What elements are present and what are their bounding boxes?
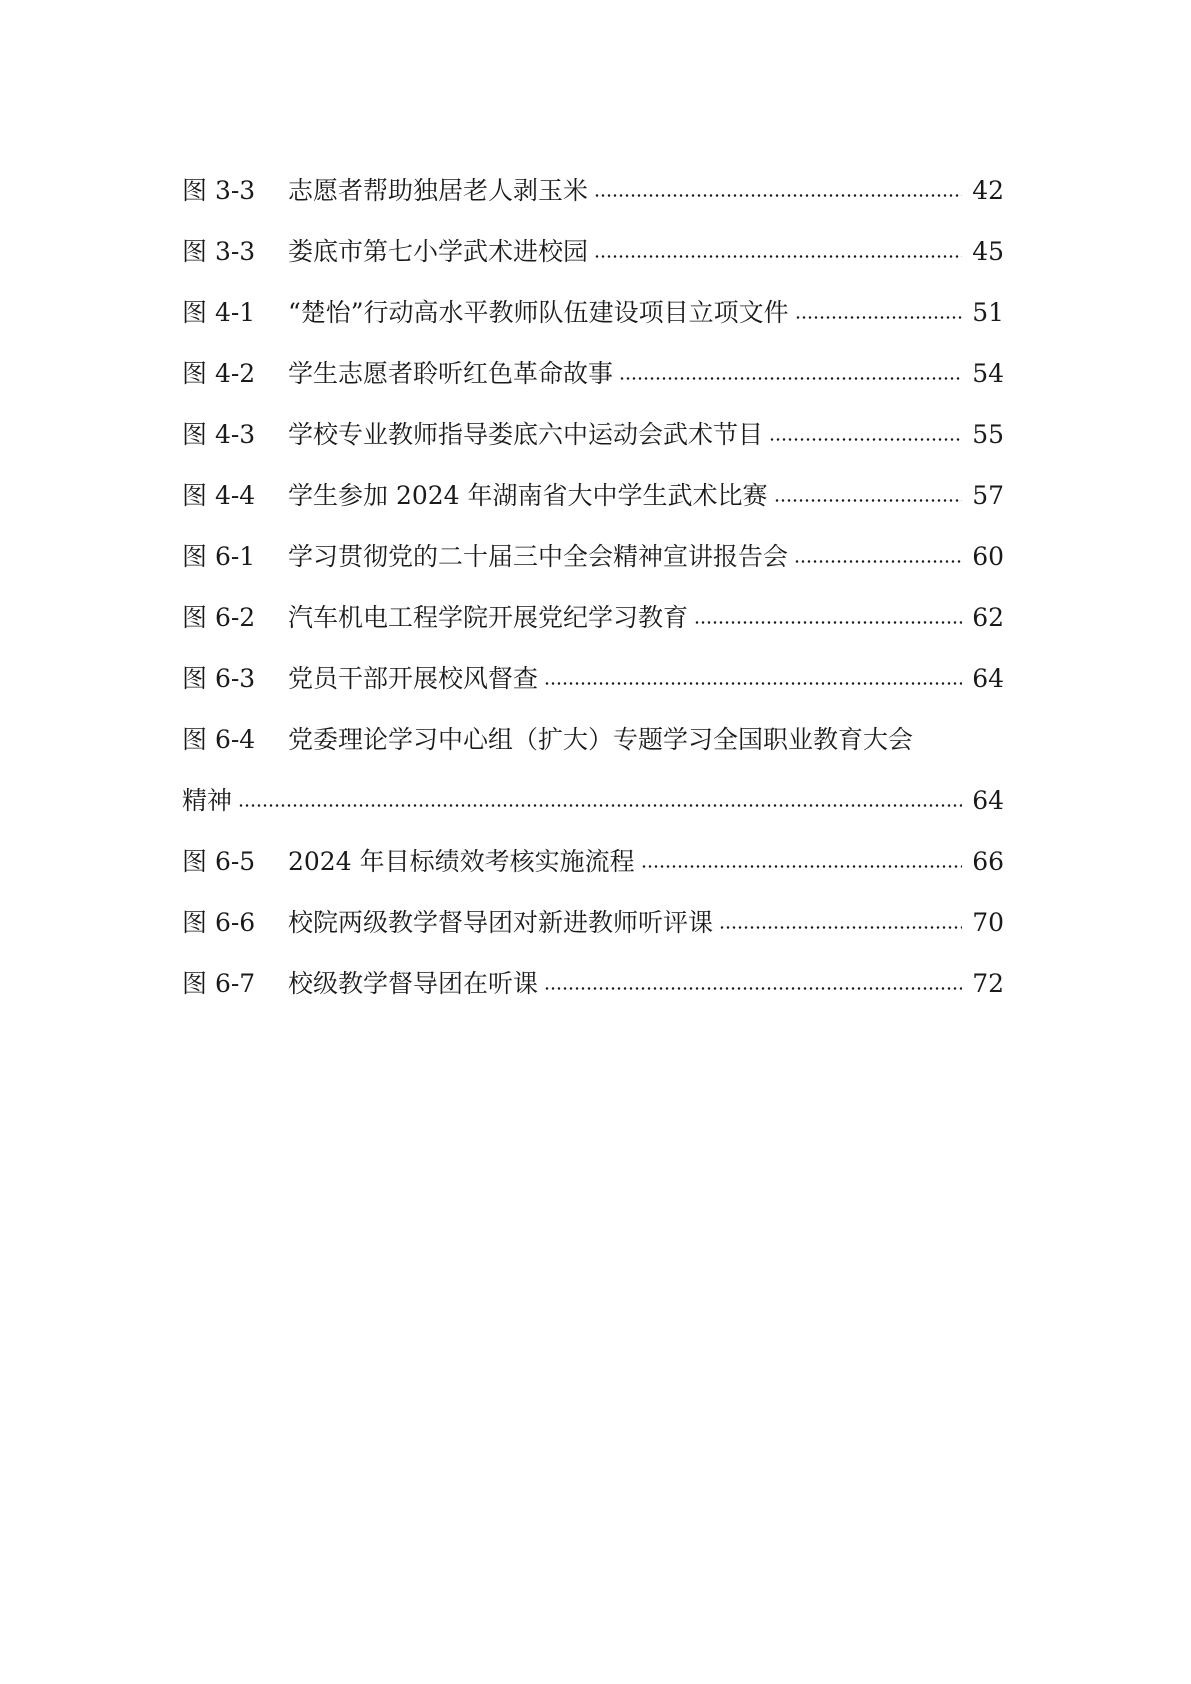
- entry-title: “楚怡”行动高水平教师队伍建设项目立项文件: [288, 298, 789, 327]
- entry-title: 娄底市第七小学武术进校园: [288, 237, 589, 266]
- toc-entry[interactable]: [182, 221, 1004, 282]
- dot-leader: [544, 682, 962, 685]
- dot-leader: [594, 255, 962, 258]
- entry-title: 学生参加 2024 年湖南省大中学生武术比赛: [288, 481, 768, 510]
- entry-title: 学生志愿者聆听红色革命故事: [288, 359, 614, 388]
- entry-title: 志愿者帮助独居老人剥玉米: [288, 176, 589, 205]
- toc-entry-wrapped[interactable]: [182, 709, 1004, 770]
- toc-entry[interactable]: [182, 953, 1004, 1014]
- figure-number: 图 6-7: [182, 969, 256, 998]
- page-number: 55: [972, 420, 1004, 449]
- dot-leader: [594, 194, 962, 197]
- page-number: 72: [972, 969, 1004, 998]
- page-number: 45: [972, 237, 1004, 266]
- page-number: 51: [972, 298, 1004, 327]
- figure-number: 图 4-1: [182, 298, 256, 327]
- dot-leader: [794, 560, 962, 563]
- dot-leader: [694, 621, 962, 624]
- dot-leader: [641, 865, 962, 868]
- toc-entry[interactable]: [182, 587, 1004, 648]
- entry-title: 党员干部开展校风督查: [288, 664, 539, 693]
- page-number: 54: [972, 359, 1004, 388]
- toc-entry-continuation[interactable]: [182, 770, 1004, 831]
- dot-leader: [795, 316, 962, 319]
- page-number: 70: [972, 908, 1004, 937]
- entry-title: 2024 年目标绩效考核实施流程: [288, 847, 635, 876]
- page-number: 66: [972, 847, 1004, 876]
- dot-leader: [238, 804, 962, 807]
- toc-entry[interactable]: [182, 160, 1004, 221]
- toc-entry[interactable]: [182, 892, 1004, 953]
- toc-entry[interactable]: [182, 343, 1004, 404]
- entry-title: 校院两级教学督导团对新进教师听评课: [288, 908, 714, 937]
- figure-number: 图 3-3: [182, 237, 256, 266]
- page-number: 57: [972, 481, 1004, 510]
- dot-leader: [619, 377, 962, 380]
- entry-title: 校级教学督导团在听课: [288, 969, 539, 998]
- page-number: 64: [972, 786, 1004, 815]
- page-number: 60: [972, 542, 1004, 571]
- dot-leader: [769, 438, 962, 441]
- toc-entry[interactable]: [182, 404, 1004, 465]
- figure-number: 图 6-6: [182, 908, 256, 937]
- figure-number: 图 6-2: [182, 603, 256, 632]
- toc-entry[interactable]: [182, 526, 1004, 587]
- page-number: 62: [972, 603, 1004, 632]
- figure-number: 图 4-2: [182, 359, 256, 388]
- figure-number: 图 6-4: [182, 725, 256, 754]
- entry-title-line2: 精神: [182, 786, 233, 815]
- dot-leader: [774, 499, 962, 502]
- dot-leader: [544, 987, 962, 990]
- figure-number: 图 4-3: [182, 420, 256, 449]
- toc-entry[interactable]: [182, 648, 1004, 709]
- toc-entry[interactable]: [182, 831, 1004, 892]
- toc-entry[interactable]: [182, 282, 1004, 343]
- entry-title-line1: 党委理论学习中心组（扩大）专题学习全国职业教育大会: [288, 725, 914, 754]
- figure-number: 图 6-5: [182, 847, 256, 876]
- toc-entry[interactable]: [182, 465, 1004, 526]
- dot-leader: [719, 926, 962, 929]
- figure-number: 图 6-1: [182, 542, 256, 571]
- figure-number: 图 6-3: [182, 664, 256, 693]
- entry-title: 汽车机电工程学院开展党纪学习教育: [288, 603, 689, 632]
- entry-title: 学习贯彻党的二十届三中全会精神宣讲报告会: [288, 542, 789, 571]
- page-number: 64: [972, 664, 1004, 693]
- figure-list: [182, 160, 1004, 1014]
- figure-number: 图 3-3: [182, 176, 256, 205]
- page-number: 42: [972, 176, 1004, 205]
- figure-number: 图 4-4: [182, 481, 256, 510]
- entry-title: 学校专业教师指导娄底六中运动会武术节目: [288, 420, 764, 449]
